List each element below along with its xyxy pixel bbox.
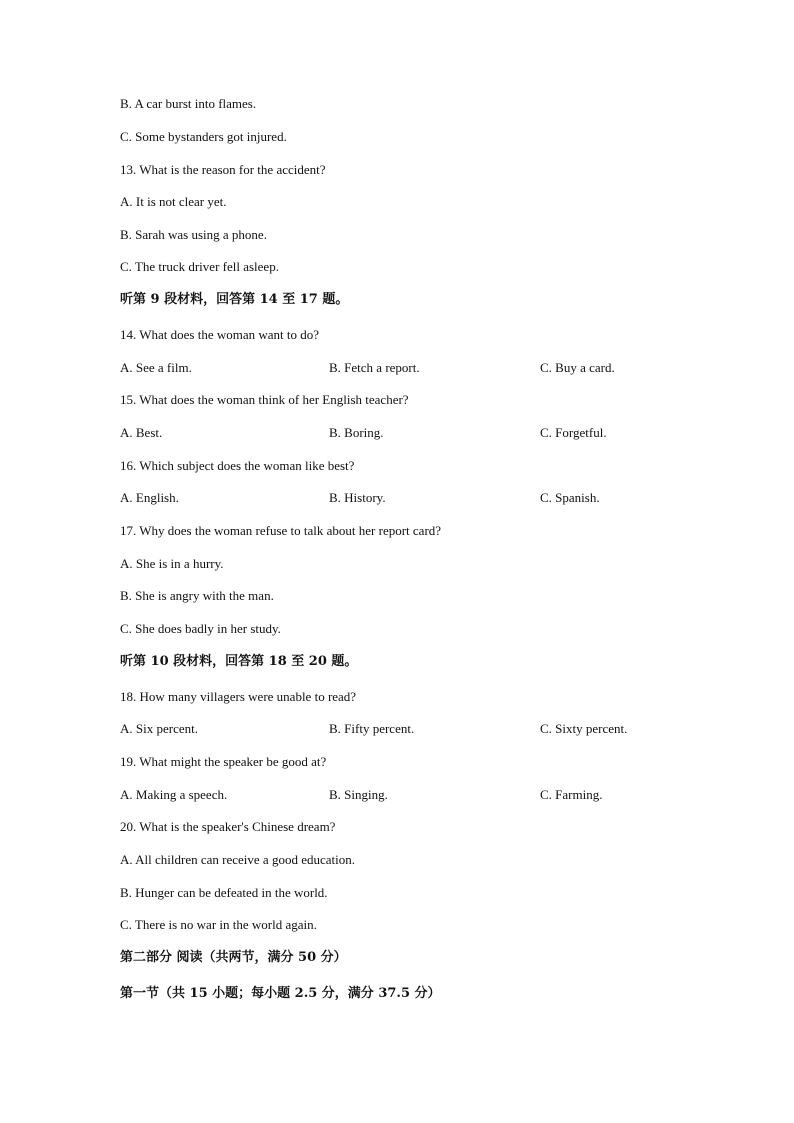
q20-option-c: C. There is no war in the world again.: [120, 917, 317, 932]
q13-question: 13. What is the reason for the accident?: [120, 162, 326, 177]
q15-options: [120, 425, 680, 441]
q13-option-a: A. It is not clear yet.: [120, 194, 227, 209]
q16-question: 16. Which subject does the woman like best?: [120, 458, 355, 473]
q20-question: 20. What is the speaker's Chinese dream?: [120, 819, 336, 834]
q18-options: [120, 721, 680, 737]
q13-option-c: C. The truck driver fell asleep.: [120, 259, 279, 274]
q17-question: 17. Why does the woman refuse to talk about her report card?: [120, 523, 442, 538]
q18-option-a: A. Six percent.: [120, 721, 198, 736]
q14-option-c: C. Buy a card.: [540, 360, 615, 375]
q20-option-a: A. All children can receive a good education.: [120, 852, 355, 867]
section1-heading: 第一节（共 15 小题；每小题 2.5 分，满分 37.5 分）: [120, 986, 441, 1001]
q12-option-c: C. Some bystanders got injured.: [120, 129, 287, 144]
q15-option-b: B. Boring.: [329, 425, 384, 440]
section9-heading: 听第 9 段材料，回答第 14 至 17 题。: [120, 292, 349, 307]
q15-option-c: C. Forgetful.: [540, 425, 607, 440]
q16-option-a: A. English.: [120, 490, 179, 505]
q15-option-a: A. Best.: [120, 425, 163, 440]
q14-options: [120, 360, 680, 376]
q19-option-a: A. Making a speech.: [120, 787, 228, 802]
part2-heading: 第二部分 阅读（共两节，满分 50 分）: [120, 950, 347, 965]
section10-heading: 听第 10 段材料，回答第 18 至 20 题。: [120, 654, 358, 669]
q13-option-b: B. Sarah was using a phone.: [120, 227, 267, 242]
q17-option-c: C. She does badly in her study.: [120, 621, 281, 636]
q18-question: 18. How many villagers were unable to read?: [120, 689, 357, 704]
q20-option-b: B. Hunger can be defeated in the world.: [120, 885, 328, 900]
q16-option-c: C. Spanish.: [540, 490, 600, 505]
q19-option-b: B. Singing.: [329, 787, 388, 802]
q12-option-b: B. A car burst into flames.: [120, 96, 257, 111]
q14-option-b: B. Fetch a report.: [329, 360, 420, 375]
q16-options: [120, 490, 680, 506]
q15-question: 15. What does the woman think of her English teacher?: [120, 392, 409, 407]
q17-option-b: B. She is angry with the man.: [120, 588, 274, 603]
q18-option-c: C. Sixty percent.: [540, 721, 628, 736]
q17-option-a: A. She is in a hurry.: [120, 556, 224, 571]
q14-question: 14. What does the woman want to do?: [120, 327, 320, 342]
q14-option-a: A. See a film.: [120, 360, 192, 375]
q19-question: 19. What might the speaker be good at?: [120, 754, 327, 769]
q18-option-b: B. Fifty percent.: [329, 721, 415, 736]
q19-option-c: C. Farming.: [540, 787, 603, 802]
q19-options: [120, 787, 680, 803]
q16-option-b: B. History.: [329, 490, 386, 505]
